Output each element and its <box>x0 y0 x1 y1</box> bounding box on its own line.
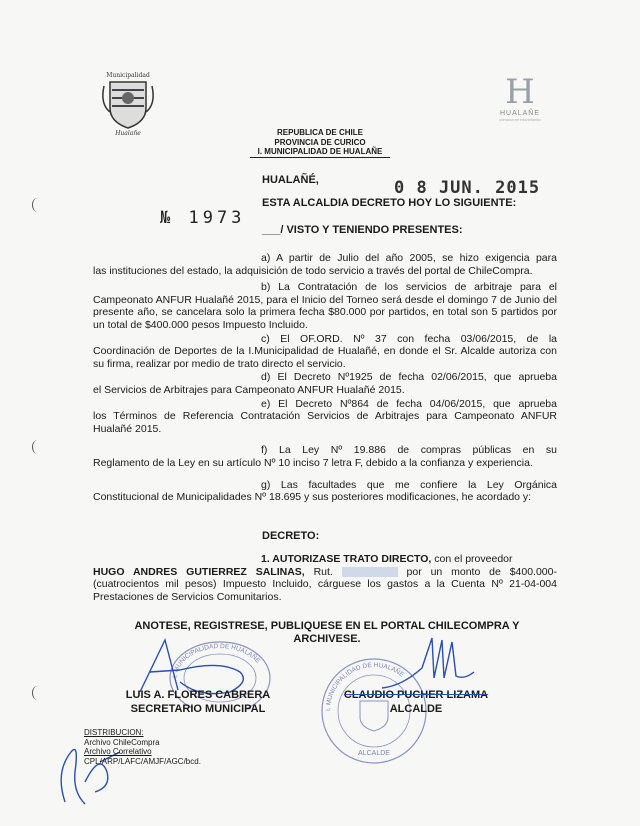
decreto-provider-label: con el proveedor <box>434 553 513 565</box>
considerando-body: los Términos de Referencia Contratación Servicios de Arbitrajes para Campeonato ANFUR Hualañé 2015. <box>93 410 557 435</box>
provider-name: HUGO ANDRES GUTIERREZ SALINAS, <box>93 565 305 578</box>
considerando-body: las instituciones del estado, la adquisición de todo servicio a través del portal de ChileCompra. <box>93 264 533 277</box>
considerando-body: Campeonato ANFUR Hualañé 2015, para el Inicio del Torneo será desde el domingo 7 de Junio del presente año, se cancelara solo la primera fecha $80.000 por partidos, en total son 5 partidos por un total de $400.000 pesos Impuesto Incluido. <box>93 293 557 331</box>
signatory-right <box>336 688 496 716</box>
svg-text:Municipalidad: Municipalidad <box>106 72 150 79</box>
decreto-first-line <box>93 553 557 566</box>
considerando-body: Reglamento de la Ley en su artículo Nº 10 inciso 7 letra F, debido a la confianza y experiencia. <box>93 456 533 469</box>
distribution-block <box>84 728 201 766</box>
distribution-item: Archivo Correlativo <box>84 747 152 756</box>
considerando-first-line: e) El Decreto Nº864 de fecha 04/06/2015, que aprueba <box>261 397 557 410</box>
considerando-body: Coordinación de Deportes de la I.Municipalidad de Hualañé, en donde el Sr. Alcalde autoriza con su firma, realizar por medio de trato directo el servicio. <box>93 345 557 370</box>
intro-text: ESTA ALCALDIA DECRETO HOY LO SIGUIENTE: <box>262 197 517 209</box>
mayor-name: CLAUDIO PUCHER LIZAMA <box>343 689 489 701</box>
considerando-first-line: f) La Ley Nº 19.886 de compras públicas en su <box>261 444 557 457</box>
brand-letter: H <box>505 72 535 112</box>
mayor-title: ALCALDE <box>389 703 443 715</box>
hualane-brand-logo <box>490 74 550 130</box>
brand-tagline: comuna en movimiento <box>499 117 541 122</box>
considerando-b <box>93 281 557 331</box>
header-province: PROVINCIA DE CURICO <box>274 137 366 147</box>
considerando-c <box>93 333 557 371</box>
header-municipality: I. MUNICIPALIDAD DE HUALAÑE <box>250 147 390 158</box>
considerando-first-line: c) El OF.ORD. Nº 37 con fecha 03/06/2015, de la <box>261 332 557 345</box>
considerando-first-line: g) Las facultades que me confiere la Ley Orgánica <box>261 478 557 491</box>
signatory-left <box>118 688 278 716</box>
considerando-d <box>93 371 557 396</box>
considerando-e <box>93 398 557 436</box>
considerando-body: el Servicios de Arbitrajes para Campeonato ANFUR Hualañé 2015. <box>93 383 405 396</box>
decree-number-stamp: № 1973 <box>160 208 246 228</box>
svg-text:I. MUNICIPALIDAD DE HUALAÑE: I. MUNICIPALIDAD DE HUALAÑE <box>171 642 262 679</box>
considerando-g <box>93 479 557 504</box>
header-republic: REPUBLICA DE CHILE <box>277 128 363 137</box>
secretary-title: SECRETARIO MUNICIPAL <box>130 703 266 715</box>
decreto-amount-text: por un monto de $400.000-(cuatrocientos mil pesos) Impuesto Incluido, cárguese los gastos a la Cuenta Nº 21-04-004 Prestaciones de Servicios Comunitarios. <box>93 565 557 603</box>
punch-mark <box>32 440 43 454</box>
distribution-title: DISTRIBUCION: <box>84 728 144 737</box>
decreto-heading: DECRETO: <box>262 530 320 542</box>
considerando-body: Constitucional de Municipalidades Nº 18.695 y sus posteriores modificaciones, he acordado y: <box>93 491 532 504</box>
header-block <box>250 128 390 158</box>
svg-text:I. MUNICIPALIDAD DE HUALAÑE: I. MUNICIPALIDAD DE HUALAÑE <box>324 661 406 712</box>
distribution-item: CPL/ARP/LAFC/AMJF/AGC/bcd. <box>84 756 201 766</box>
anotese-text: ANOTESE, REGISTRESE, PUBLIQUESE EN EL PORTAL CHILECOMPRA Y ARCHIVESE. <box>134 620 520 645</box>
considerandos <box>93 252 557 504</box>
considerando-first-line: b) La Contratación de los servicios de arbitraje para el <box>261 281 557 294</box>
secretary-name: LUIS A. FLORES CABRERA <box>125 689 271 701</box>
date-stamp: 0 8 JUN. 2015 <box>394 178 541 198</box>
svg-text:ALCALDE: ALCALDE <box>358 750 390 757</box>
place-label: HUALAÑÉ, <box>262 174 319 186</box>
visto-heading: ___/ VISTO Y TENIENDO PRESENTES: <box>262 224 463 236</box>
decreto-body <box>93 553 557 603</box>
considerando-first-line: a) A partir de Julio del año 2005, se hizo exigencia para <box>261 252 557 264</box>
rut-label: Rut. <box>313 565 333 578</box>
punch-mark <box>32 198 43 212</box>
considerando-a <box>93 252 557 277</box>
considerando-first-line: d) El Decreto Nº1925 de fecha 02/06/2015, que aprueba <box>261 371 557 384</box>
decreto-authorize: 1. AUTORIZASE TRATO DIRECTO, <box>261 553 432 565</box>
brand-name: HUALAÑE <box>499 110 541 117</box>
punch-mark <box>32 686 43 700</box>
rut-redacted <box>342 567 398 577</box>
distribution-item: Archivo ChileCompra <box>84 737 160 747</box>
municipal-crest-logo <box>100 68 156 136</box>
considerando-f <box>93 444 557 469</box>
decreto-provider-paragraph <box>93 566 557 604</box>
svg-text:Hualañe: Hualañe <box>115 130 141 136</box>
